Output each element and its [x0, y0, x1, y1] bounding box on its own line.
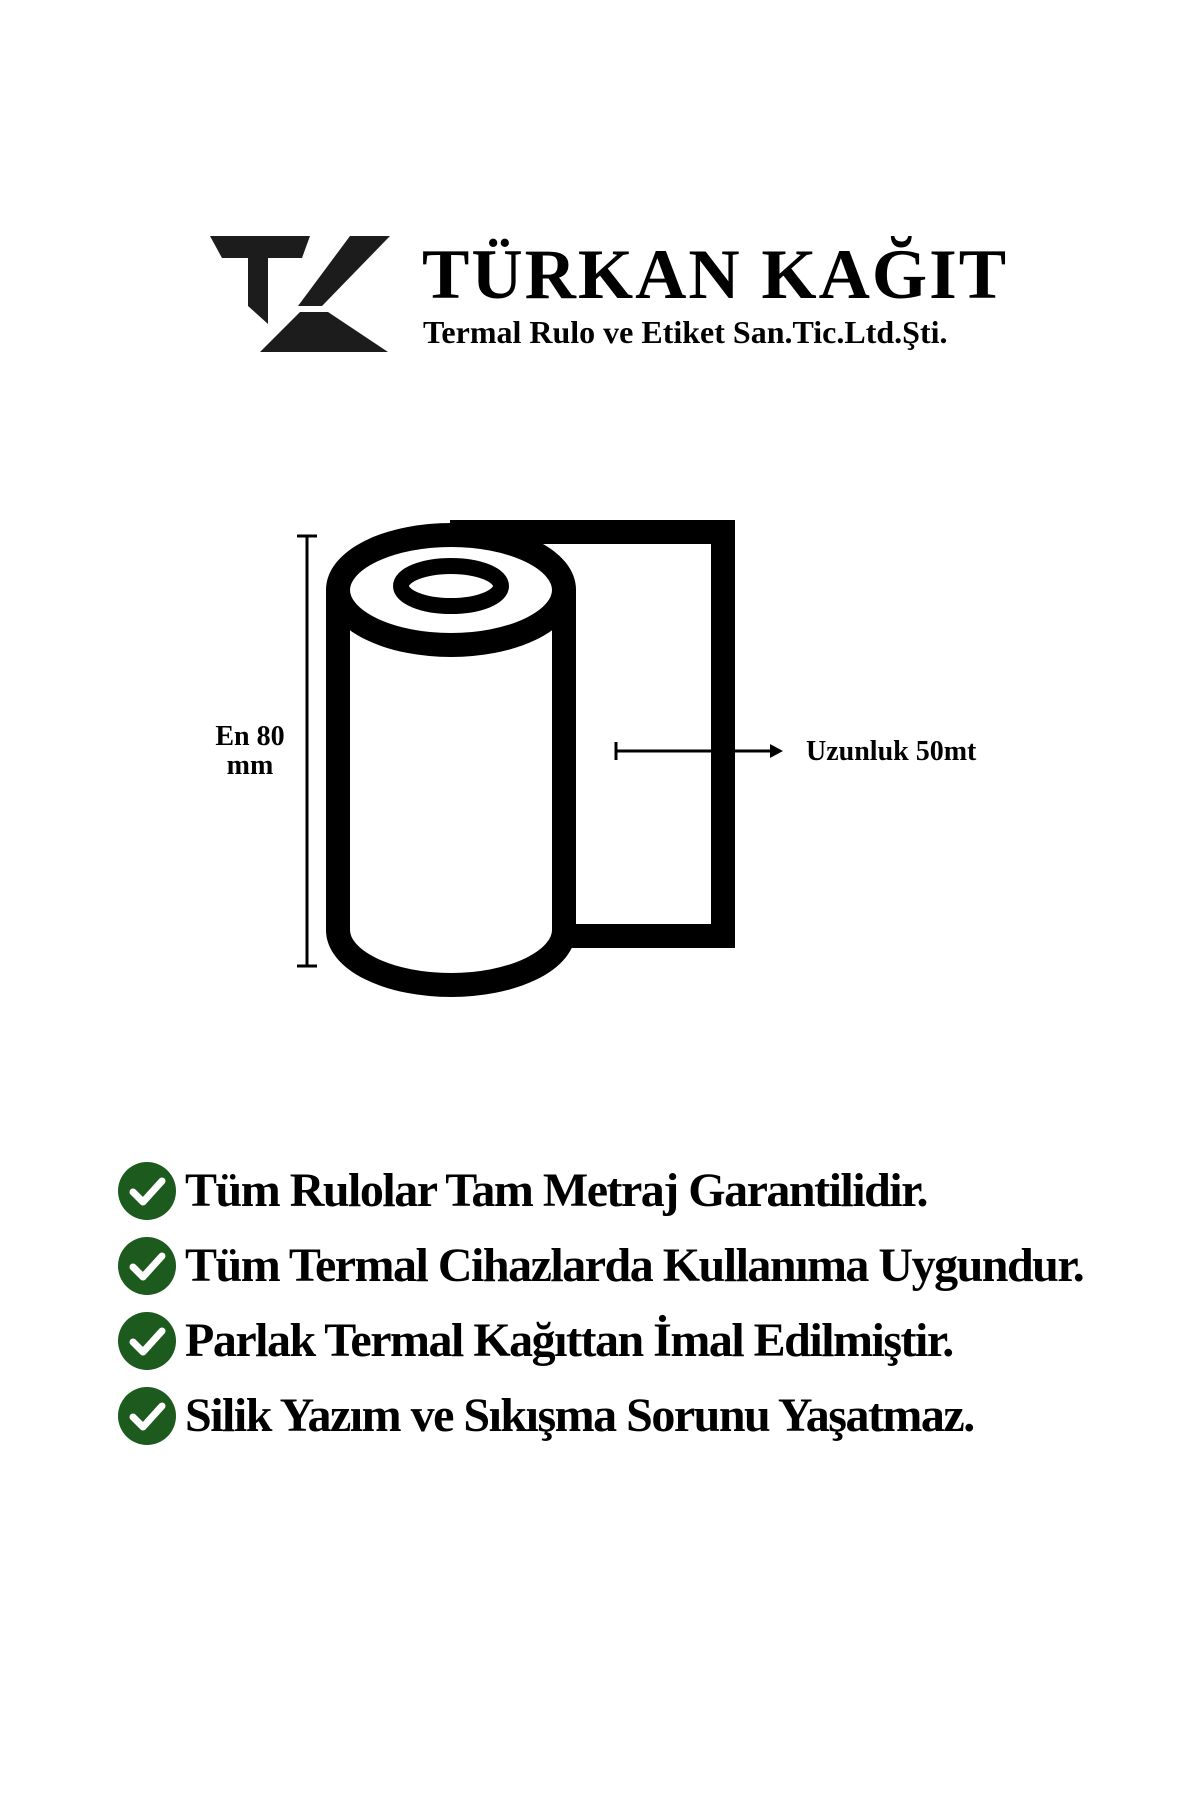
brand-logo: [210, 236, 1009, 361]
width-label-value: En 80: [215, 721, 285, 752]
roll-core: [401, 566, 501, 606]
roll-top: [338, 535, 564, 645]
width-label: [205, 722, 295, 780]
tk-monogram-icon: [210, 236, 390, 356]
list-item: [117, 1378, 1177, 1453]
check-circle-icon: [117, 1311, 177, 1371]
feature-text: Silik Yazım ve Sıkışma Sorunu Yaşatmaz.: [185, 1388, 974, 1442]
feature-list: [117, 1153, 1177, 1453]
check-circle-icon: [117, 1386, 177, 1446]
feature-text: Tüm Termal Cihazlarda Kullanıma Uygundur.: [185, 1238, 1084, 1292]
width-label-unit: mm: [226, 750, 274, 781]
feature-text: Tüm Rulolar Tam Metraj Garantilidir.: [185, 1163, 928, 1217]
width-dimension-line: [297, 536, 317, 966]
paper-sheet: [450, 532, 723, 936]
list-item: [117, 1228, 1177, 1303]
list-item: [117, 1153, 1177, 1228]
brand-name: TÜRKAN KAĞIT: [422, 236, 1009, 314]
length-arrow: [616, 742, 783, 760]
list-item: [117, 1303, 1177, 1378]
brand-subtitle: Termal Rulo ve Etiket San.Tic.Ltd.Şti.: [423, 314, 948, 350]
length-label: Uzunluk 50mt: [806, 736, 977, 767]
feature-text: Parlak Termal Kağıttan İmal Edilmiştir.: [185, 1313, 953, 1367]
check-circle-icon: [117, 1161, 177, 1221]
check-circle-icon: [117, 1236, 177, 1296]
roll-cylinder: [338, 590, 564, 985]
